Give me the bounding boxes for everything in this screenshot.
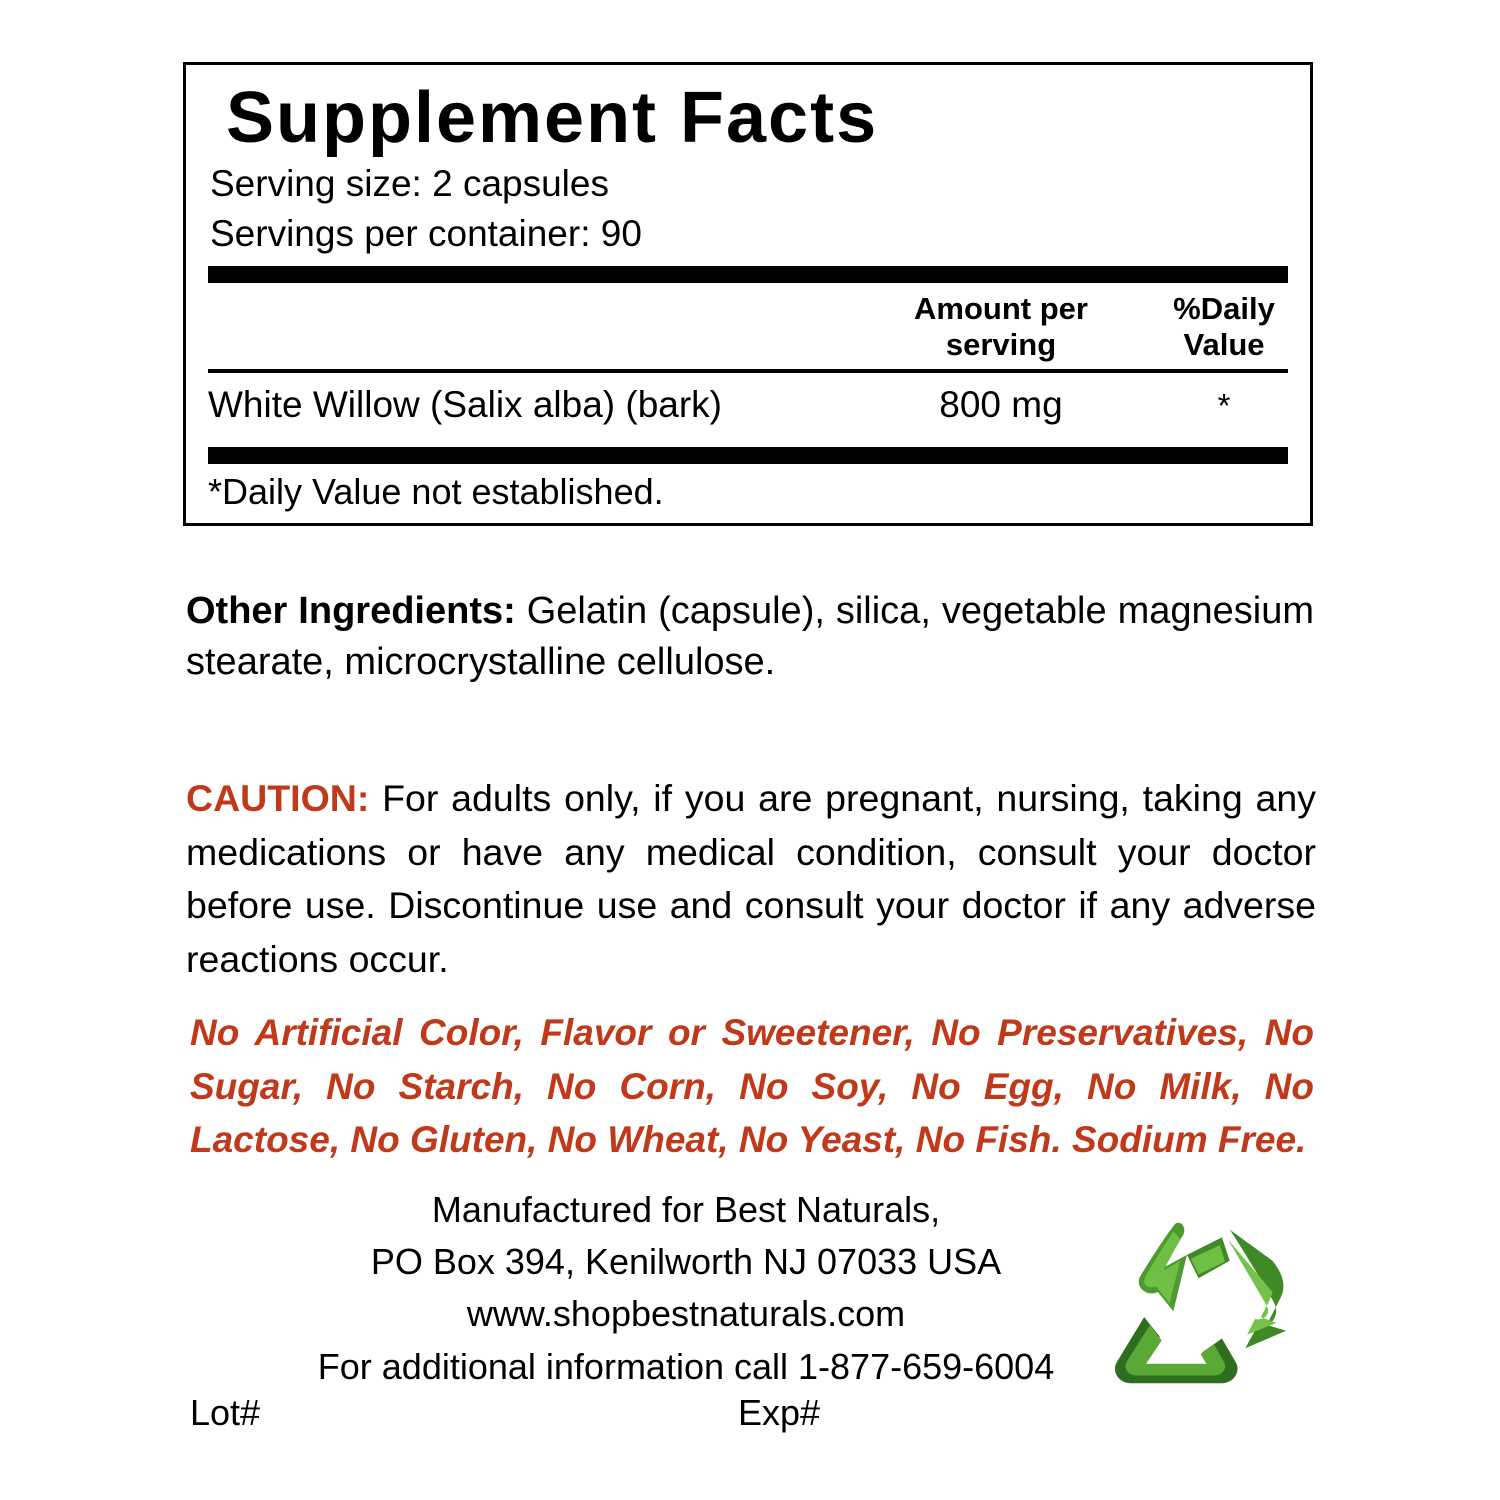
servings-per-container: Servings per container: 90	[210, 212, 642, 254]
panel-rule-thick-top	[208, 266, 1288, 283]
other-ingredients	[186, 586, 1314, 687]
table-row	[208, 373, 1288, 439]
other-ingredients-text: Gelatin (capsule), silica, vegetable magnesium stearate, microcrystalline cellulose.	[186, 590, 1314, 683]
caution-statement	[186, 772, 1316, 987]
free-from-claims-text: No Artificial Color, Flavor or Sweetener, No Preservatives, No Sugar, No Starch, No Corn, No Soy, No Egg, No Milk, No Lactose, No Gluten, No Wheat, No Yeast, No Fish. Sodium Free.	[190, 1012, 1314, 1161]
panel-header-row	[208, 283, 1288, 368]
caution-label: CAUTION:	[186, 777, 370, 819]
manufacturer-phone: For additional information call 1-877-659-6004	[317, 1345, 1055, 1387]
nutrient-daily-value: *	[1217, 386, 1231, 424]
manufacturer-website: www.shopbestnaturals.com	[466, 1293, 906, 1335]
supplement-facts-title: Supplement Facts	[226, 78, 879, 158]
nutrient-name: White Willow (Salix alba) (bark)	[208, 383, 722, 425]
recycle-icon	[1105, 1216, 1300, 1391]
manufacturer-name: Manufactured for Best Naturals,	[431, 1189, 941, 1230]
lot-number-label: Lot#	[190, 1392, 261, 1433]
nutrient-amount: 800 mg	[939, 383, 1063, 425]
column-header-amount: Amount per serving	[914, 291, 1088, 363]
daily-value-footnote: *Daily Value not established.	[208, 471, 664, 513]
expiry-label: Exp#	[738, 1392, 821, 1433]
manufacturer-address: PO Box 394, Kenilworth NJ 07033 USA	[370, 1241, 1002, 1283]
supplement-facts-panel	[183, 62, 1313, 526]
other-ingredients-label: Other Ingredients:	[186, 590, 516, 632]
panel-rule-thick-bottom	[208, 447, 1288, 464]
caution-text: For adults only, if you are pregnant, nursing, taking any medications or have any medical condition, consult your doctor before use. Discontinue use and consult your doctor if any adverse reactions occur.	[186, 777, 1316, 980]
column-header-daily-value: %Daily Value	[1173, 291, 1275, 363]
free-from-claims	[190, 1006, 1314, 1167]
manufacturer-block	[186, 1184, 1186, 1393]
serving-size: Serving size: 2 capsules	[210, 162, 609, 204]
